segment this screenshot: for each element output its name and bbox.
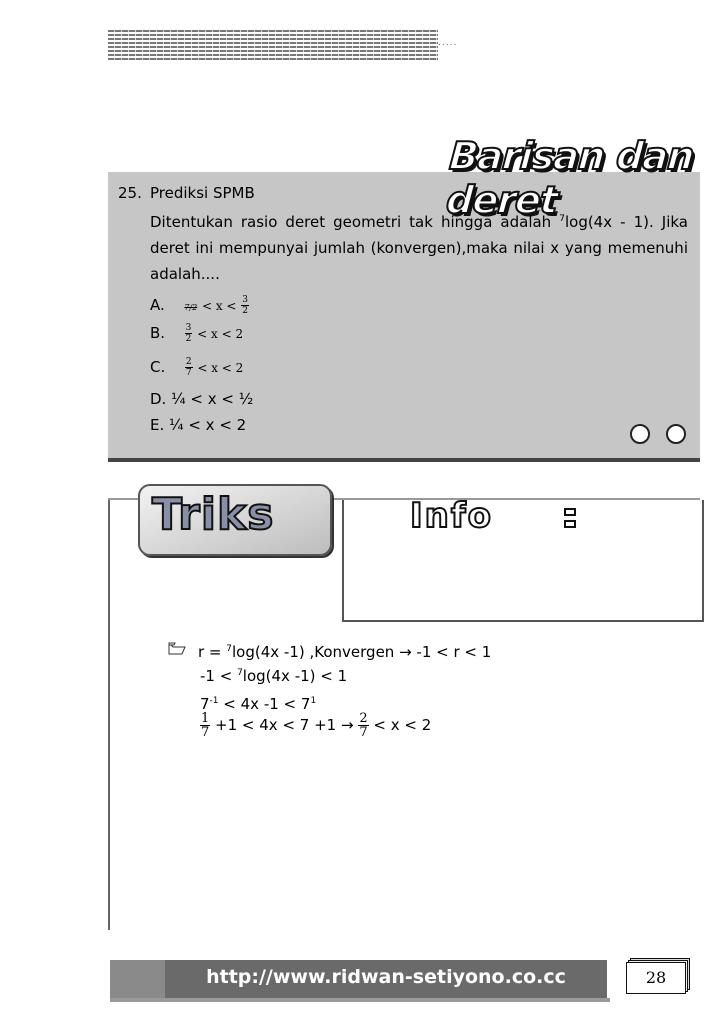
solution-fraction-1-den: 7 [201,725,210,740]
solution-line-3-sup-2: 1 [310,696,317,706]
solution-fraction-2 [358,712,368,739]
option-e-text: ¼ < x < 2 [169,416,247,434]
option-c-fraction: $\frac{2}{7}$ [185,357,192,378]
triks-label: Triks [152,489,275,540]
option-e-letter: E. [150,416,165,434]
info-box [342,500,704,622]
option-b-text: < x < 2 [197,327,244,341]
solution-line-4 [200,712,431,739]
solution-line-1-a: r = [198,643,227,661]
solution-line-2 [200,662,347,687]
solution-line-4-end: < x < 2 [368,716,432,734]
page-number-stack [626,958,688,992]
header-dots: ..... [438,38,458,48]
circle-icon-left [630,424,650,444]
header-stripes [108,30,438,62]
question-body-text-1: Ditentukan rasio deret geometri tak hingga adalah [150,213,560,231]
question-heading: Prediksi SPMB [150,184,255,202]
option-e [150,412,246,438]
option-a-letter: A. [150,296,165,314]
question-body [150,206,688,287]
option-c [150,354,243,381]
solution-fraction-1 [200,712,210,739]
solution-line-2-sup: 7 [237,668,243,678]
footer-url-link[interactable]: http://www.ridwan-setiyono.co.cc [206,966,566,988]
option-d-text: ¼ < x < ½ [171,390,254,408]
option-a-fraction: $\frac{3}{2}$ [242,295,249,316]
option-b [150,320,243,347]
solution-line-3-a: 7 [200,695,210,713]
question-body-text-2: log(4x - 1). Jika deret ini mempunyai jumlah (konvergen),maka nilai x yang memenuhi adalah.... [150,213,688,283]
solution-line-1-b: log(4x -1) ,Konvergen → -1 < r < 1 [232,643,492,661]
option-c-text: < x < 2 [197,361,244,375]
question-box-underline [108,458,700,462]
solution-fraction-1-num: 1 [201,711,210,726]
option-a-formula-left: 7/2 [184,303,198,312]
solution-line-2-b: log(4x -1) < 1 [242,667,348,685]
option-b-letter: B. [150,324,166,342]
solution-line-3-sup-1: -1 [209,696,219,706]
option-a-text: < x < [201,299,237,313]
solution-line-1-sup: 7 [226,644,233,654]
solution-line-4-mid: +1 < 4x < 7 +1 → [210,716,359,734]
footer-shadow [110,998,610,1002]
solution-line-2-a: -1 < [200,667,238,685]
info-label: Info [410,496,494,536]
section-title: Barisan dan deret [444,134,695,222]
option-a [150,292,249,321]
option-b-fraction: $\frac{3}{2}$ [185,323,192,344]
solution-fraction-2-num: 2 [359,711,368,726]
question-body-sup: 7 [559,214,565,224]
folder-icon [168,642,186,655]
solution-line-3-b: < 4x -1 < 7 [218,695,311,713]
page-number: 28 [626,962,686,994]
info-colon-icon [564,508,576,532]
solution-fraction-2-den: 7 [359,725,368,740]
option-d-letter: D. [150,390,167,408]
question-number: 25. [118,184,142,202]
footer-left-block [110,960,165,998]
option-d [150,386,253,412]
option-c-letter: C. [150,358,166,376]
circle-icon-right [666,424,686,444]
solution-line-1 [198,638,491,663]
